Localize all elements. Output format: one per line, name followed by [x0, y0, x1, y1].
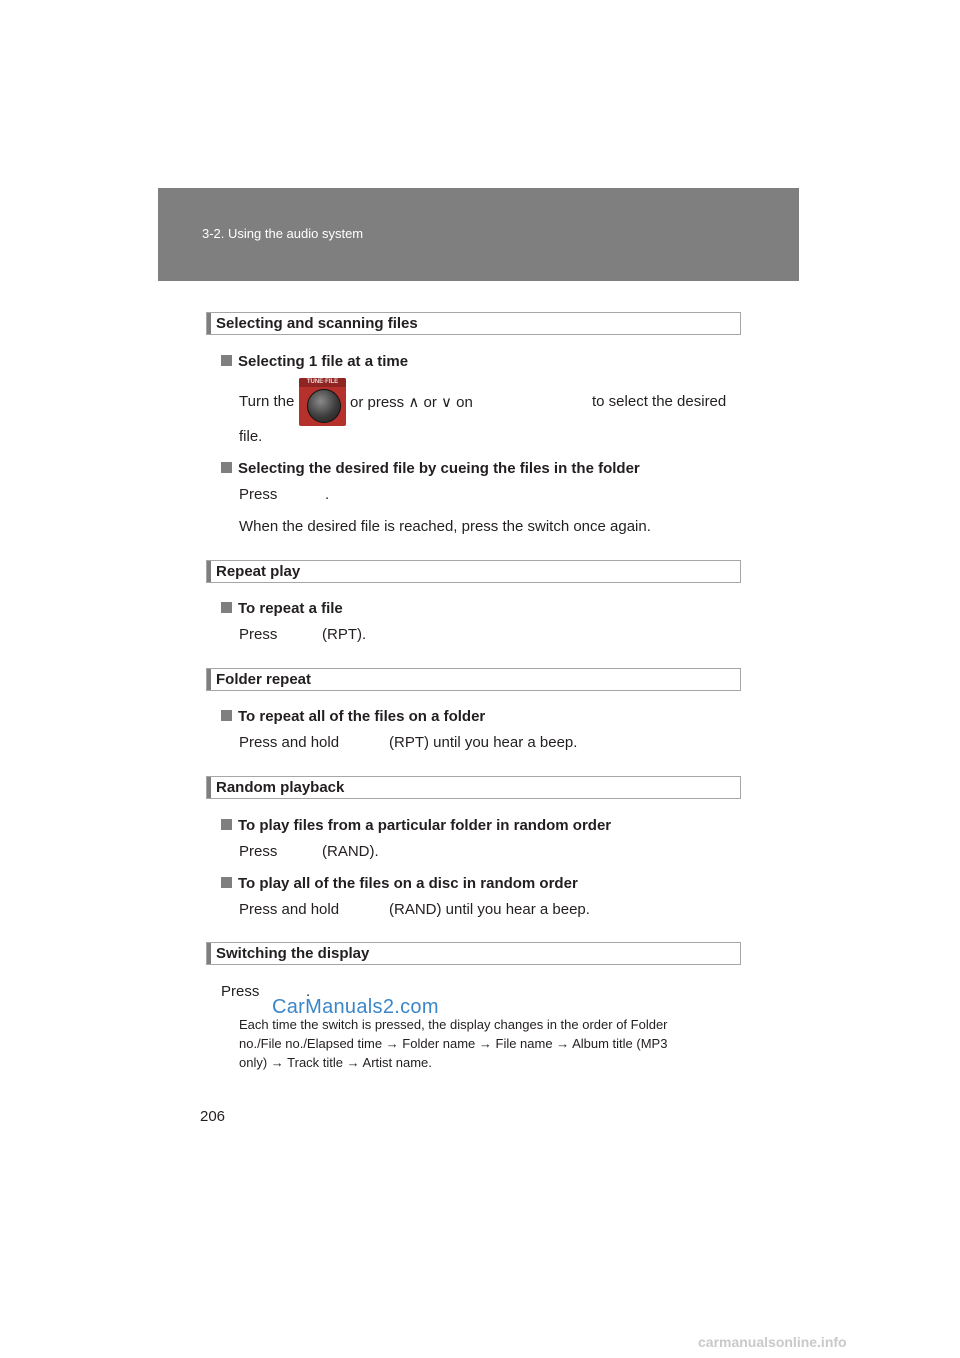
footer-watermark: carmanualsonline.info	[698, 1334, 847, 1350]
instruction-text: .	[306, 983, 311, 1000]
instruction-text: When the desired file is reached, press the switch once again.	[239, 518, 651, 535]
page-number: 206	[200, 1108, 226, 1125]
square-bullet-icon	[221, 710, 232, 721]
section-title: Random playback	[216, 779, 345, 796]
square-bullet-icon	[221, 877, 232, 888]
tune-file-knob-image	[299, 378, 346, 426]
section-heading-folder-repeat	[206, 668, 741, 691]
instruction-text: Press and hold	[239, 734, 340, 751]
square-bullet-icon	[221, 819, 232, 830]
knob-label: TUNE·FILE	[299, 378, 346, 387]
instruction-text: file.	[239, 428, 263, 445]
instruction-text: (RPT).	[322, 626, 367, 643]
instruction-text: or press ∧ or ∨ on	[350, 394, 473, 411]
watermark: CarManuals2.com	[272, 996, 439, 1018]
instruction-text: (RAND) until you hear a beep.	[389, 901, 590, 918]
section-title: Switching the display	[216, 945, 370, 962]
section-heading-display	[206, 942, 741, 965]
section-accent	[207, 669, 211, 690]
section-title: Repeat play	[216, 563, 301, 580]
section-accent	[207, 943, 211, 964]
subheading-repeat-folder: To repeat all of the files on a folder	[221, 708, 485, 725]
note-line: Each time the switch is pressed, the display changes in the order of Folder	[239, 1017, 668, 1032]
instruction-text: (RPT) until you hear a beep.	[389, 734, 578, 751]
instruction-text: Press	[239, 843, 278, 860]
section-heading-selecting	[206, 312, 741, 335]
note-line: no./File no./Elapsed time → Folder name → File name → Album title (MP3	[239, 1036, 668, 1051]
instruction-text: Press	[239, 626, 278, 643]
section-accent	[207, 313, 211, 334]
section-accent	[207, 561, 211, 582]
instruction-text: to select the desired	[592, 393, 727, 410]
instruction-text: Turn the	[239, 393, 295, 410]
instruction-text: Press	[221, 983, 260, 1000]
instruction-text: Press	[239, 486, 278, 503]
section-heading-random	[206, 776, 741, 799]
section-title: Folder repeat	[216, 671, 312, 688]
section-heading-repeat	[206, 560, 741, 583]
breadcrumb: 3-2. Using the audio system	[202, 226, 364, 241]
section-title: Selecting and scanning files	[216, 315, 418, 332]
square-bullet-icon	[221, 462, 232, 473]
subheading-random-disc: To play all of the files on a disc in random order	[221, 875, 578, 892]
subheading-random-folder: To play files from a particular folder in random order	[221, 817, 611, 834]
section-accent	[207, 777, 211, 798]
note-line: only) → Track title → Artist name.	[239, 1055, 432, 1070]
subheading-select-one: Selecting 1 file at a time	[221, 353, 408, 370]
instruction-text: .	[325, 486, 330, 503]
subheading-repeat-file: To repeat a file	[221, 600, 343, 617]
square-bullet-icon	[221, 355, 232, 366]
knob-icon	[307, 389, 341, 423]
square-bullet-icon	[221, 602, 232, 613]
header-band	[158, 188, 799, 281]
instruction-text: Press and hold	[239, 901, 340, 918]
instruction-text: (RAND).	[322, 843, 379, 860]
subheading-cueing: Selecting the desired file by cueing the files in the folder	[221, 460, 640, 477]
